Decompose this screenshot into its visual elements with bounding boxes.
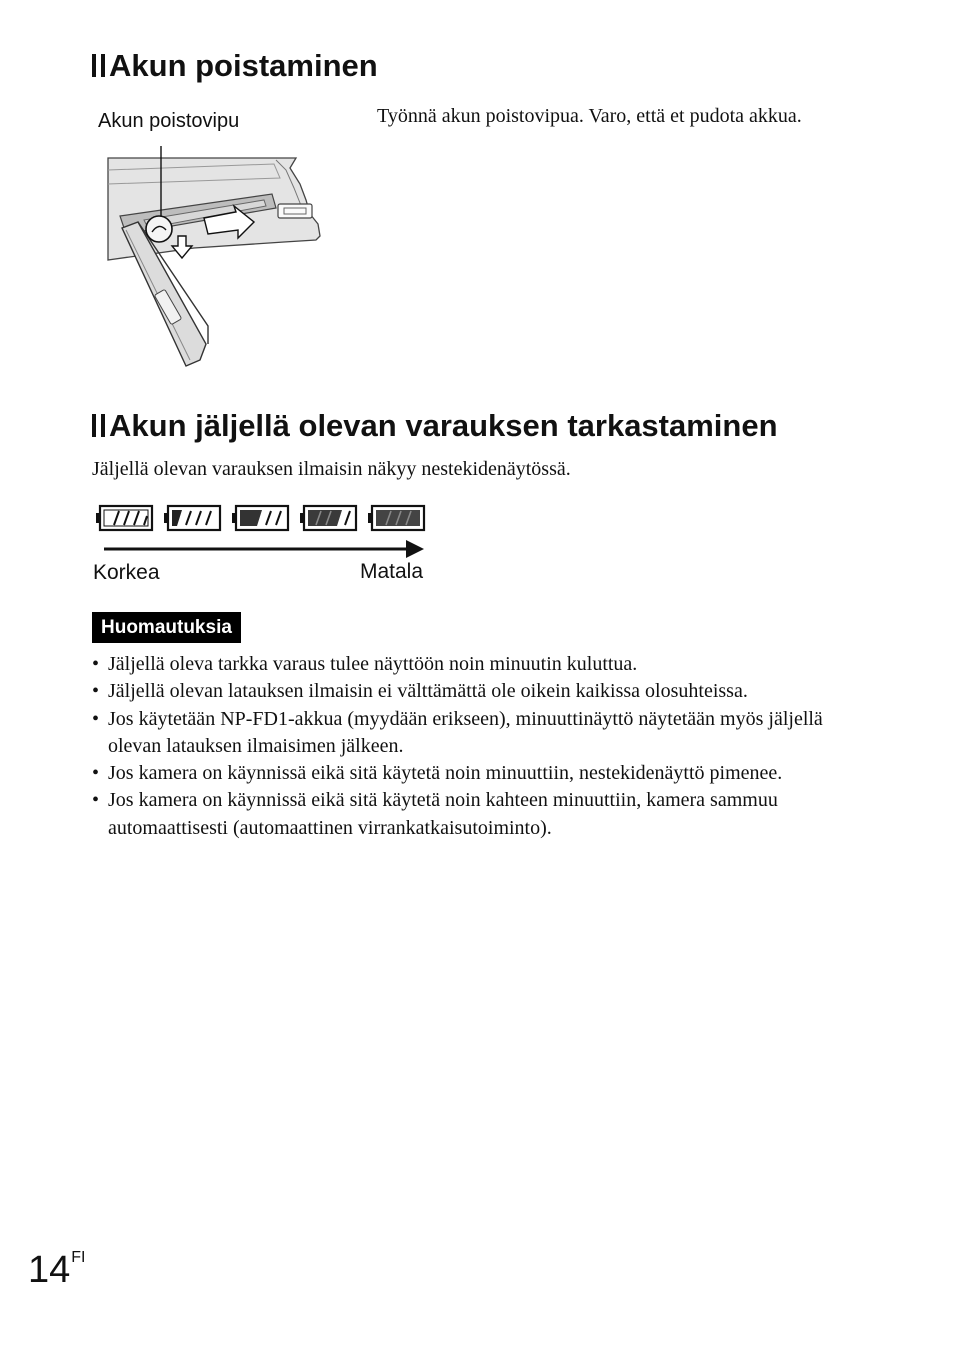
section-marker-icon (92, 54, 105, 77)
check-description-text: Jäljellä olevan varauksen ilmaisin näkyy nestekidenäytössä. (92, 458, 571, 480)
battery-empty-icon (368, 506, 424, 530)
bullet-icon: • (92, 789, 100, 812)
language-code: FI (71, 1249, 86, 1266)
callout-label: Akun poistovipu (98, 110, 240, 132)
bullet-icon: • (92, 653, 100, 675)
section-title-remove (92, 48, 378, 84)
label-high: Korkea (93, 561, 160, 584)
list-item: • Jäljellä oleva tarkka varaus tulee näyttöön noin minuutin kuluttua. (92, 651, 852, 678)
bullet-icon: • (92, 707, 100, 730)
remove-instruction-text: Työnnä akun poistovipua. Varo, että et pudota akkua. (377, 105, 802, 127)
section-title-text: Akun poistaminen (109, 48, 378, 83)
battery-high-icon (164, 506, 220, 530)
section-marker-icon (92, 414, 105, 437)
battery-full-icon (96, 506, 152, 530)
bullet-icon: • (92, 680, 100, 703)
section-title-text: Akun jäljellä olevan varauksen tarkastaminen (109, 408, 778, 443)
notes-badge: Huomautuksia (92, 612, 241, 643)
list-item: • Jos käytetään NP-FD1-akkua (myydään erikseen), minuuttinäyttö näytetään myös jäljellä olevan latauksen ilmaisimen jälkeen. (92, 707, 823, 757)
battery-level-scale (96, 500, 436, 564)
list-item: • Jäljellä olevan latauksen ilmaisin ei välttämättä ole oikein kaikissa olosuhteissa. (92, 678, 852, 705)
list-item: • Jos kamera on käynnissä eikä sitä käytetä noin minuuttiin, nestekidenäyttö pimenee. (92, 760, 852, 787)
list-item: • Jos kamera on käynnissä eikä sitä käytetä noin kahteen minuuttiin, kamera sammuu automaattisesti (automaattinen virrankatkaisutoiminto). (92, 789, 778, 839)
battery-medium-icon (232, 506, 288, 530)
notes-list (92, 651, 852, 842)
battery-low-icon (300, 506, 356, 530)
label-low: Matala (360, 560, 424, 583)
bullet-icon: • (92, 762, 100, 785)
arrow-right-icon (406, 540, 424, 558)
page-number: $14^{FI}$ (28, 1249, 86, 1291)
section-title-check (92, 408, 778, 444)
battery-removal-illustration-icon (104, 138, 344, 370)
